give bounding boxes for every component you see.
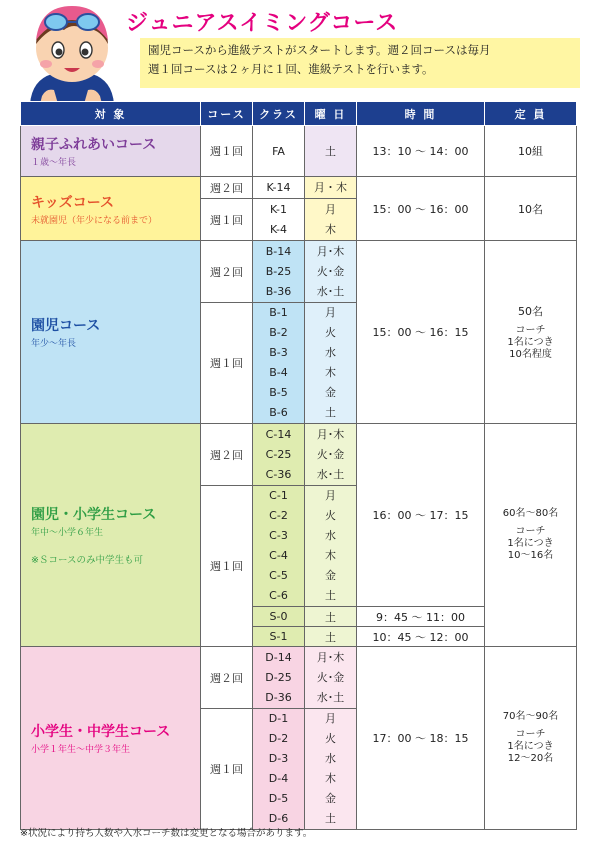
course-name: 小学生・中学生コース [31, 724, 171, 740]
time-cell: 9：45 〜 11：00 [357, 607, 485, 627]
intro-line-1: 園児コースから進級テストがスタートします。週２回コースは毎月 [148, 43, 491, 57]
capacity-value: 50名 [518, 305, 543, 318]
class-cell: K-14 [253, 177, 305, 199]
course-target-ages: １歳〜年長 [31, 158, 77, 168]
coach-ratio: コーチ 1名につき 10名程度 [507, 325, 554, 360]
header-course: コース [201, 102, 253, 126]
coach-ratio: コーチ 1名につき 10〜16名 [507, 526, 554, 561]
footnote: ※状況により持ち人数や入水コーチ数は変更となる場合があります。 [20, 828, 313, 839]
day-cell: 月･木 火･金 水･土 [305, 241, 357, 303]
class-cell: S-1 [253, 627, 305, 647]
capacity-cell: 10組 [485, 126, 577, 177]
frequency-cell: 週１回 [201, 199, 253, 241]
frequency-cell: 週１回 [201, 303, 253, 424]
day-cell: 月 火 水 木 金 土 [305, 486, 357, 607]
class-cell: D-14 D-25 D-36 [253, 647, 305, 709]
capacity-cell: 10名 [485, 177, 577, 241]
course-name-cell [21, 126, 201, 177]
day-cell: 土 [305, 627, 357, 647]
class-cell: D-1 D-2 D-3 D-4 D-5 D-6 [253, 709, 305, 830]
table-row [21, 177, 577, 199]
capacity-cell [485, 424, 577, 647]
time-cell: 16：00 〜 17：15 [357, 424, 485, 607]
time-cell: 17：00 〜 18：15 [357, 647, 485, 830]
course-name-cell [21, 177, 201, 241]
frequency-cell: 週１回 [201, 486, 253, 647]
class-cell: C-14 C-25 C-36 [253, 424, 305, 486]
day-cell: 月 火 水 木 金 土 [305, 303, 357, 424]
intro-box [140, 38, 580, 88]
header-day: 曜 日 [305, 102, 357, 126]
frequency-cell: 週１回 [201, 126, 253, 177]
header-class: クラス [253, 102, 305, 126]
class-cell: FA [253, 126, 305, 177]
time-cell: 15：00 〜 16：00 [357, 177, 485, 241]
course-name: 園児・小学生コース [31, 507, 157, 523]
day-cell: 月･木 火･金 水･土 [305, 424, 357, 486]
class-cell: B-1 B-2 B-3 B-4 B-5 B-6 [253, 303, 305, 424]
header-time: 時 間 [357, 102, 485, 126]
table-row [21, 647, 577, 709]
header-capacity: 定 員 [485, 102, 577, 126]
course-target-ages: 小学１年生〜中学３年生 [31, 745, 131, 755]
frequency-cell: 週２回 [201, 647, 253, 709]
capacity-value: 60名〜80名 [502, 508, 559, 519]
course-target-ages: 年中〜小学６年生 [31, 528, 104, 538]
capacity-cell [485, 647, 577, 830]
capacity-value: 70名〜90名 [502, 711, 559, 722]
day-cell: 月 木 [305, 199, 357, 241]
course-name-cell [21, 424, 201, 647]
frequency-cell: 週１回 [201, 709, 253, 830]
frequency-cell: 週２回 [201, 424, 253, 486]
course-note: ※Ｓコースのみ中学生も可 [31, 555, 143, 566]
frequency-cell: 週２回 [201, 241, 253, 303]
table-row [21, 424, 577, 486]
table-header-row [21, 102, 577, 126]
course-name: 親子ふれあいコース [31, 137, 157, 153]
header-target: 対 象 [21, 102, 201, 126]
course-name-cell [21, 241, 201, 424]
coach-ratio: コーチ 1名につき 12〜20名 [507, 729, 554, 764]
time-cell: 15：00 〜 16：15 [357, 241, 485, 424]
time-cell: 13：10 〜 14：00 [357, 126, 485, 177]
course-name: キッズコース [31, 194, 115, 211]
day-cell: 土 [305, 607, 357, 627]
course-target-ages: 年少〜年長 [31, 339, 77, 349]
intro-line-2: 週１回コースは２ヶ月に１回、進級テストを行います。 [148, 62, 434, 76]
class-cell: C-1 C-2 C-3 C-4 C-5 C-6 [253, 486, 305, 607]
day-cell: 月・木 [305, 177, 357, 199]
swimmer-mascot-illustration [12, 0, 130, 104]
day-cell: 月･木 火･金 水･土 [305, 647, 357, 709]
schedule-table [20, 101, 577, 830]
time-cell: 10：45 〜 12：00 [357, 627, 485, 647]
class-cell: B-14 B-25 B-36 [253, 241, 305, 303]
capacity-cell [485, 241, 577, 424]
course-name: 園児コース [31, 318, 101, 334]
course-target-ages: 未就園児（年少になる前まで） [31, 215, 158, 226]
class-cell: K-1 K-4 [253, 199, 305, 241]
frequency-cell: 週２回 [201, 177, 253, 199]
class-cell: S-0 [253, 607, 305, 627]
day-cell: 土 [305, 126, 357, 177]
page-title: ジュニアスイミングコース [126, 11, 399, 36]
table-row [21, 241, 577, 303]
day-cell: 月 火 水 木 金 土 [305, 709, 357, 830]
course-name-cell [21, 647, 201, 830]
table-row [21, 126, 577, 177]
